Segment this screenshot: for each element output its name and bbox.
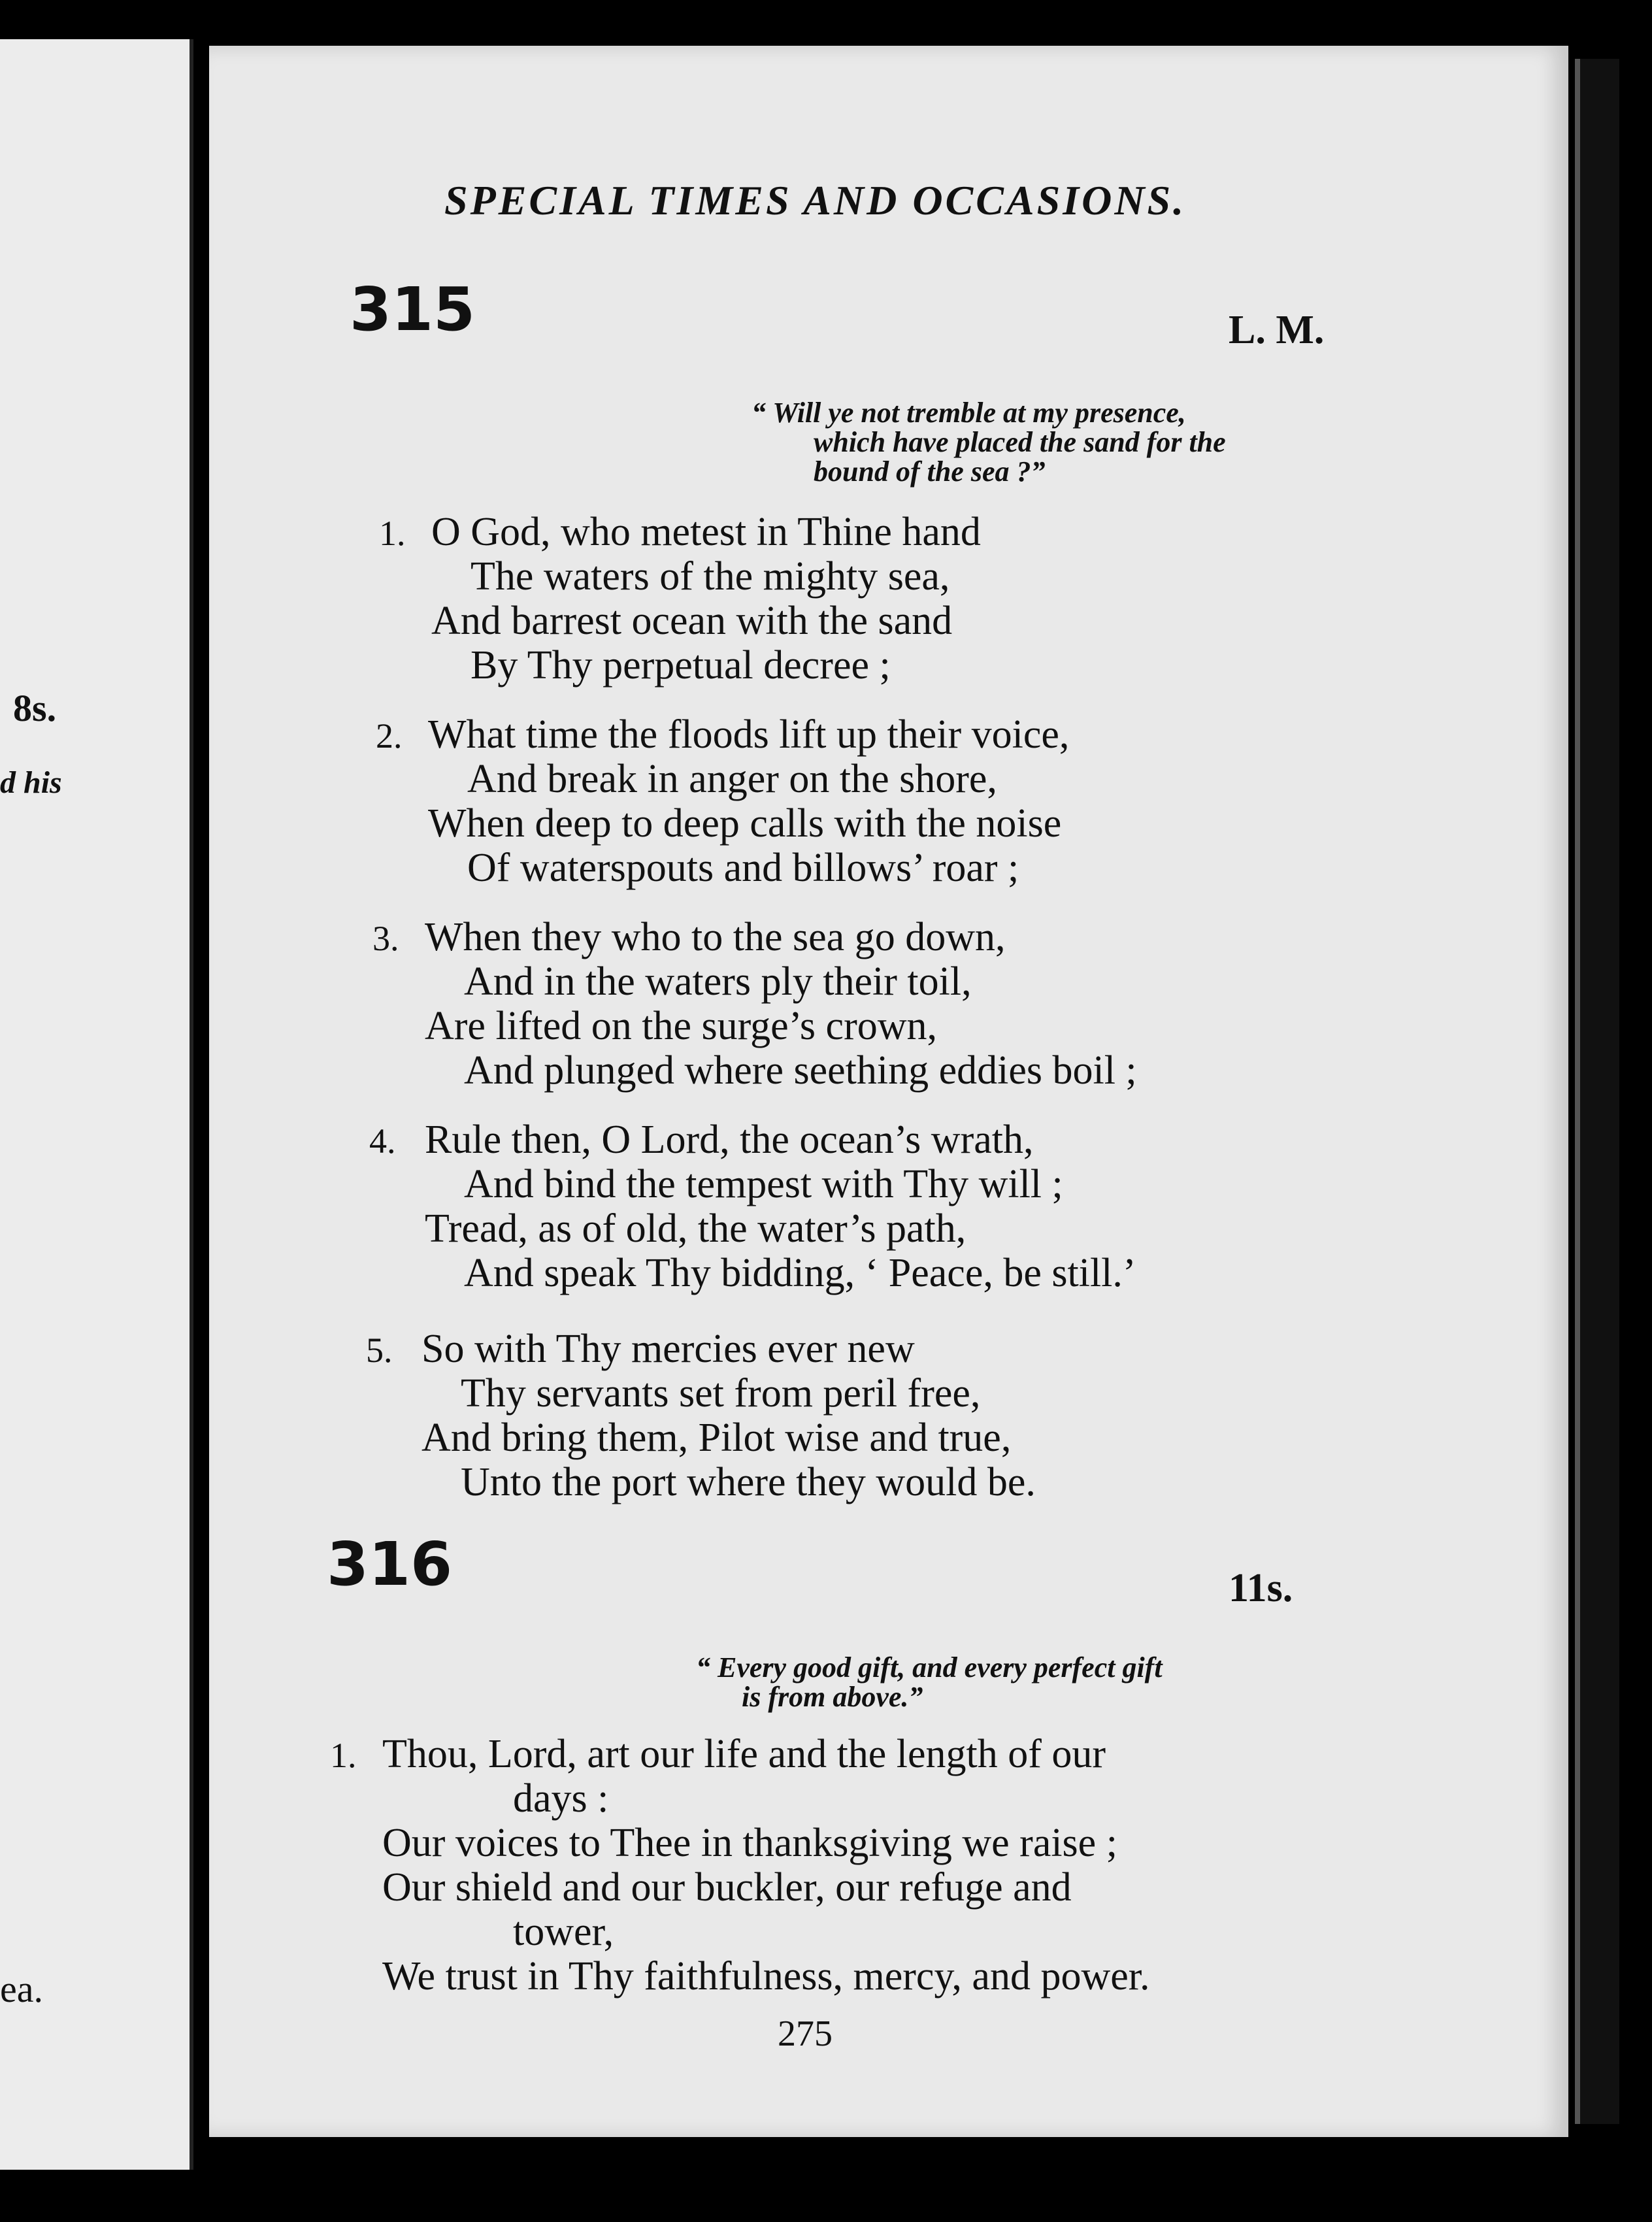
hymn-number: 315 bbox=[350, 274, 476, 344]
hymn-meter: 11s. bbox=[1229, 1566, 1293, 1610]
book-binding bbox=[1575, 59, 1619, 2124]
verse-line: Our shield and our buckler, our refuge and bbox=[382, 1865, 1072, 1910]
left-fragment: 8s. bbox=[13, 687, 57, 729]
verse-line: Thou, Lord, art our life and the length of our bbox=[382, 1732, 1106, 1776]
epigraph-line: “ Every good gift, and every perfect gift bbox=[696, 1651, 1163, 1683]
left-fragment: ea. bbox=[0, 1968, 43, 2010]
verse-number: 3. bbox=[372, 919, 399, 958]
verse bbox=[425, 915, 1137, 1093]
verse-line: Tread, as of old, the water’s path, bbox=[425, 1206, 966, 1251]
verse-number: 1. bbox=[379, 514, 406, 553]
verse-line: Thy servants set from peril free, bbox=[461, 1371, 981, 1416]
verse-line: We trust in Thy faithfulness, mercy, and power. bbox=[382, 1954, 1150, 1998]
epigraph-line: bound of the sea ?” bbox=[814, 456, 1046, 488]
hymn-meter: L. M. bbox=[1229, 308, 1325, 352]
verse-line: And speak Thy bidding, ‘ Peace, be still.’ bbox=[464, 1251, 1136, 1295]
verse-number: 5. bbox=[366, 1331, 393, 1370]
hymn-number: 316 bbox=[327, 1529, 453, 1599]
left-fragment: d his bbox=[0, 765, 62, 800]
epigraph-line: is from above.” bbox=[742, 1681, 923, 1713]
verse-line: Rule then, O Lord, the ocean’s wrath, bbox=[425, 1118, 1034, 1162]
verse-line: The waters of the mighty sea, bbox=[471, 554, 950, 599]
verse-line: What time the floods lift up their voice, bbox=[428, 712, 1070, 757]
verse-line: And bring them, Pilot wise and true, bbox=[421, 1416, 1012, 1460]
left-page-edge bbox=[0, 39, 193, 2170]
verse-line: So with Thy mercies ever new bbox=[421, 1327, 915, 1371]
verse-line: By Thy perpetual decree ; bbox=[471, 643, 891, 688]
verse-line: And bind the tempest with Thy will ; bbox=[464, 1162, 1063, 1206]
verse bbox=[382, 1732, 1149, 1998]
verse-line: tower, bbox=[513, 1910, 614, 1954]
running-head: SPECIAL TIMES AND OCCASIONS. bbox=[444, 177, 1187, 224]
verse-number: 2. bbox=[376, 716, 403, 755]
verse-line: Are lifted on the surge’s crown, bbox=[425, 1004, 937, 1048]
verse-line: days : bbox=[513, 1776, 609, 1821]
verse-line: When deep to deep calls with the noise bbox=[428, 801, 1062, 846]
verse-line: Of waterspouts and billows’ roar ; bbox=[467, 846, 1019, 890]
verse-line: Unto the port where they would be. bbox=[461, 1460, 1036, 1504]
verse bbox=[431, 510, 981, 688]
verse-line: Our voices to Thee in thanksgiving we raise ; bbox=[382, 1821, 1117, 1865]
verse-line: And plunged where seething eddies boil ; bbox=[464, 1048, 1137, 1093]
epigraph-line: which have placed the sand for the bbox=[814, 426, 1226, 458]
verse bbox=[428, 712, 1069, 890]
verse-line: And in the waters ply their toil, bbox=[464, 959, 972, 1004]
epigraph-line: “ Will ye not tremble at my presence, bbox=[752, 397, 1186, 429]
verse-line: And barrest ocean with the sand bbox=[431, 599, 953, 643]
verse-line: And break in anger on the shore, bbox=[467, 757, 997, 801]
page-number: 275 bbox=[778, 2014, 833, 2054]
verse-line: O God, who metest in Thine hand bbox=[431, 510, 981, 554]
verse-number: 1. bbox=[330, 1736, 357, 1775]
verse bbox=[425, 1118, 1136, 1295]
verse-number: 4. bbox=[369, 1121, 396, 1161]
verse-line: When they who to the sea go down, bbox=[425, 915, 1006, 959]
verse bbox=[421, 1327, 1036, 1504]
